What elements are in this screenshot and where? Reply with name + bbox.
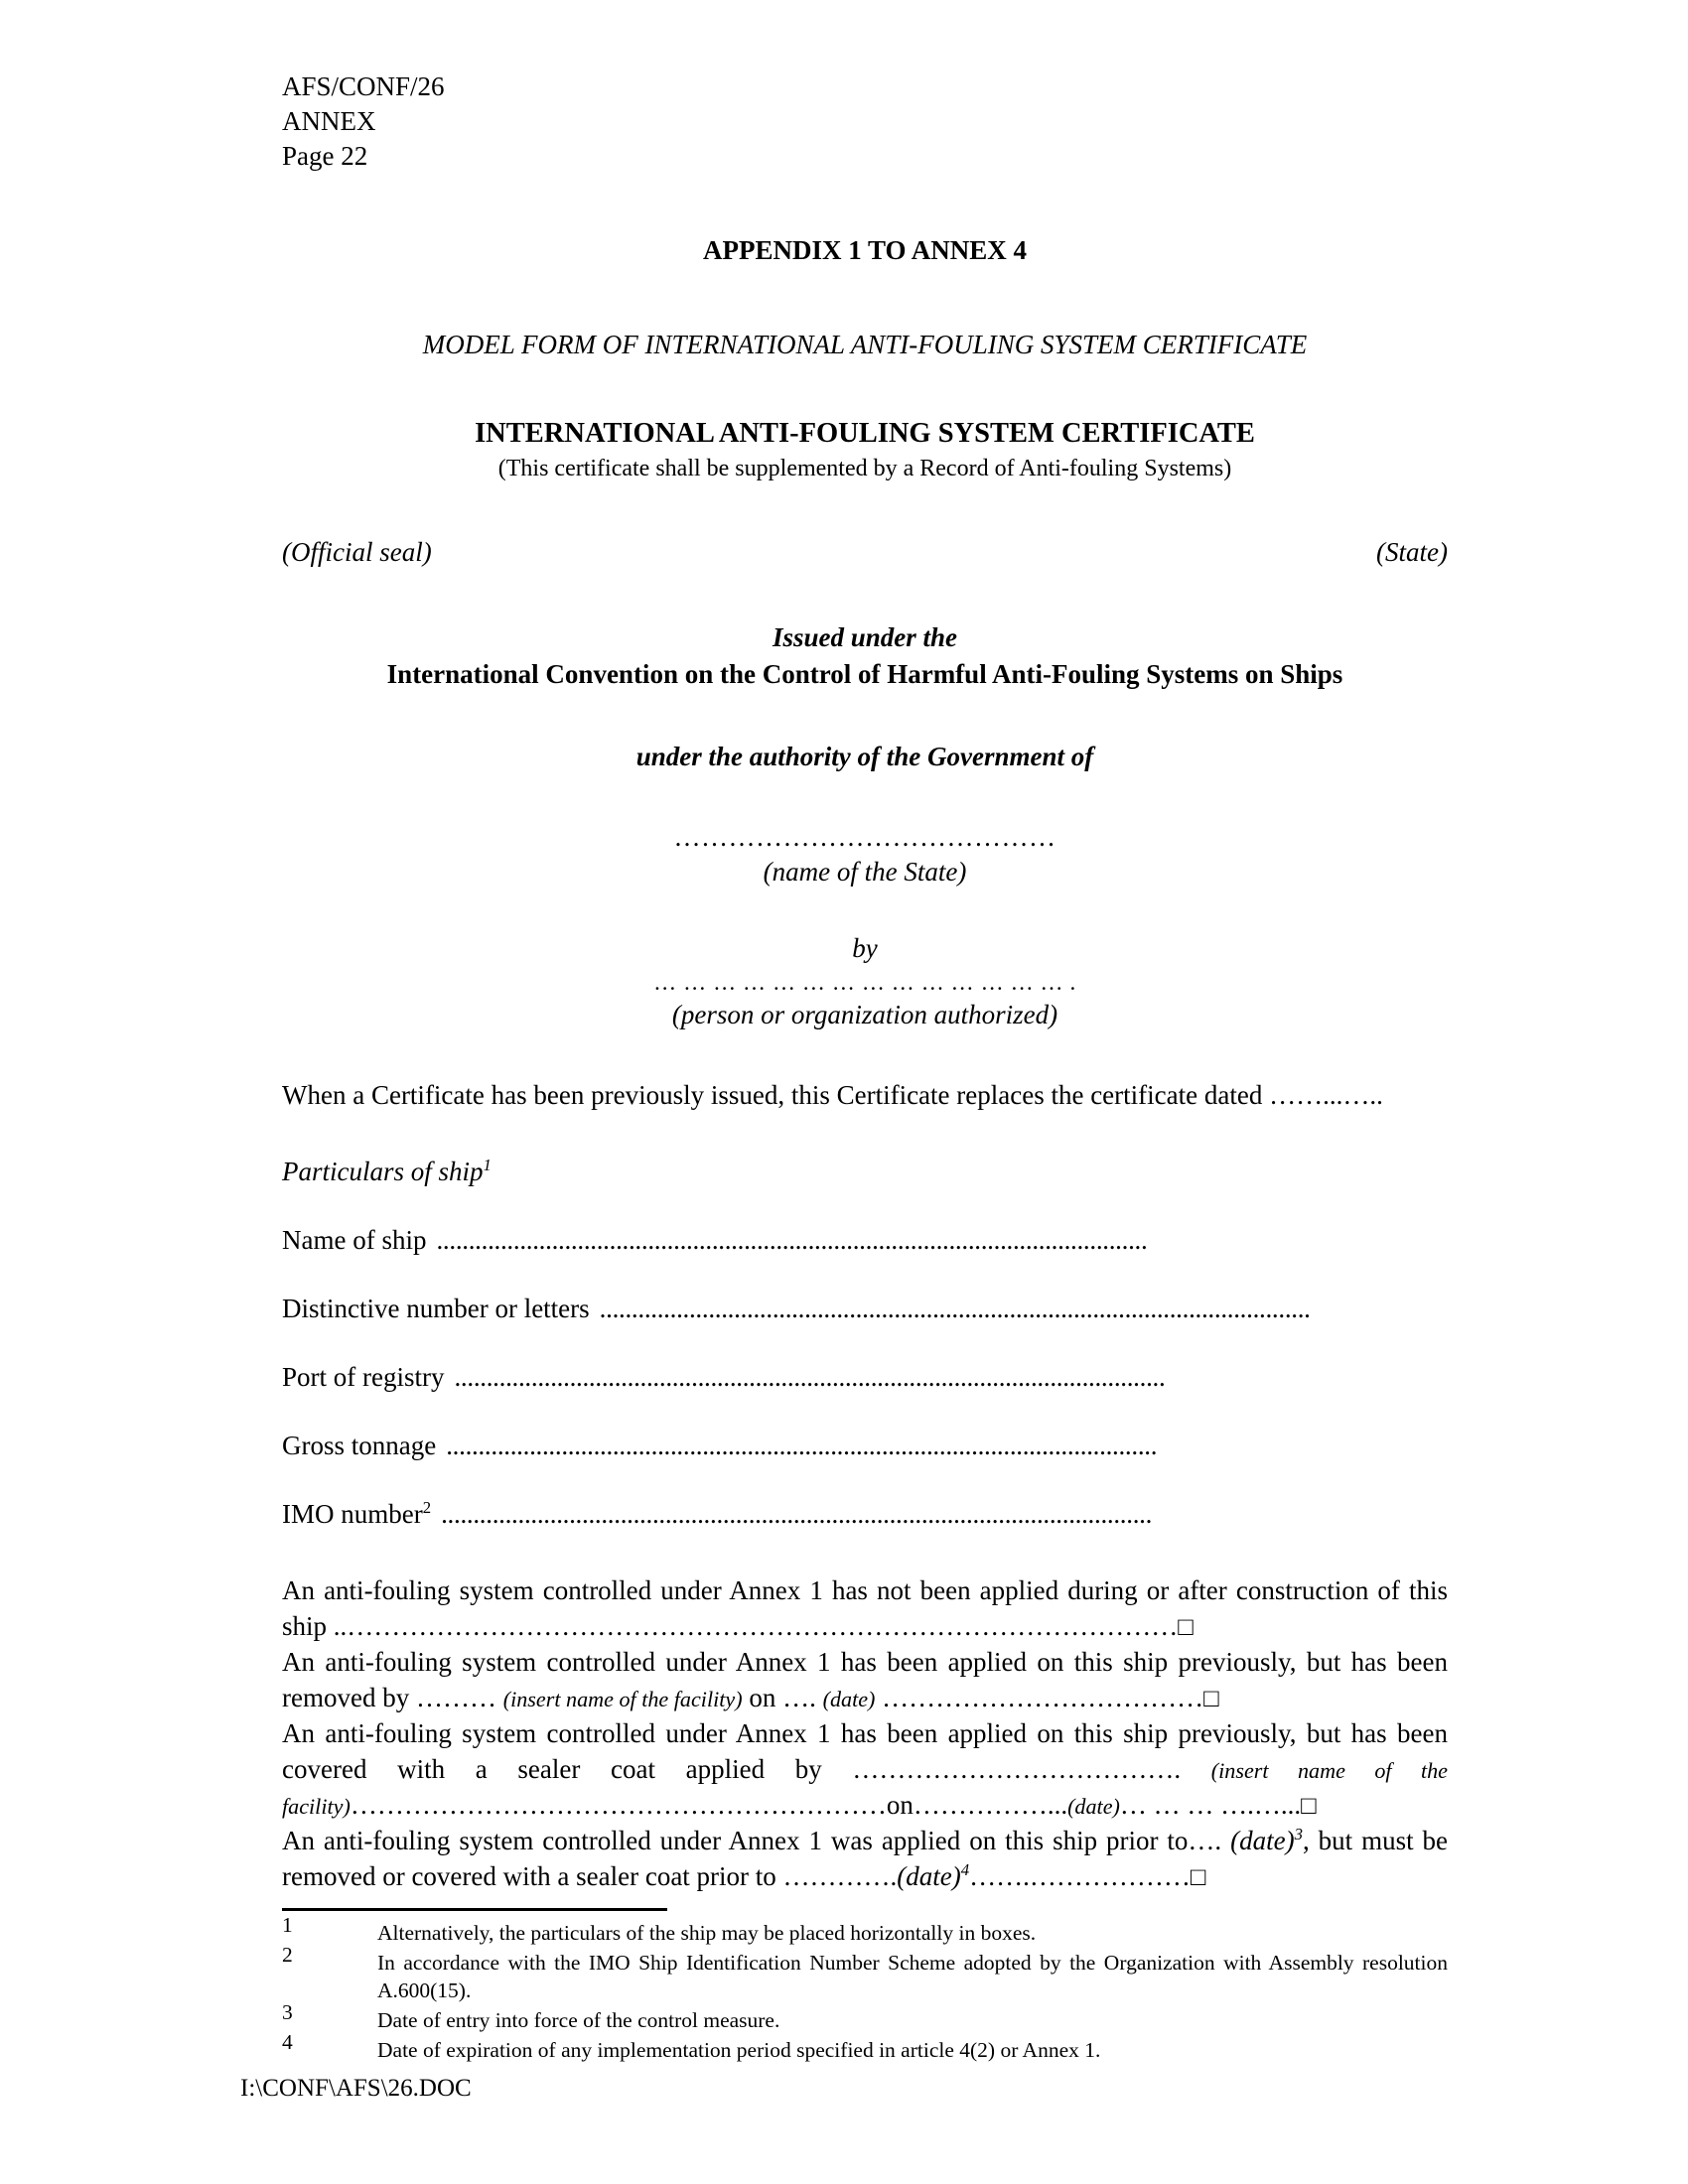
footnote-text: In accordance with the IMO Ship Identification Number Scheme adopted by the Organization with Assembly resolution A.600(15). [377, 1951, 1448, 2003]
official-seal-label: (Official seal) [282, 537, 432, 568]
field-name-of-ship[interactable] [282, 1225, 1448, 1256]
declaration-4-date-hint-2: (date) [897, 1860, 961, 1891]
checkbox-icon[interactable]: □ [1190, 1861, 1206, 1891]
annex-label: ANNEX [282, 106, 376, 137]
declaration-2-text-b: on …. [742, 1683, 823, 1712]
state-label: (State) [1376, 537, 1448, 568]
footnote-item [282, 2029, 1448, 2065]
checkbox-icon[interactable]: □ [1203, 1684, 1219, 1712]
declaration-1 [282, 1573, 1448, 1645]
state-name-field [282, 822, 1448, 887]
authorized-person-field [282, 970, 1448, 1030]
field-label: Distinctive number or letters [282, 1294, 590, 1324]
imo-footnote-ref: 2 [422, 1499, 432, 1518]
authorized-person-caption: (person or organization authorized) [671, 1000, 1058, 1030]
field-label: Gross tonnage [282, 1431, 437, 1461]
page-body [240, 69, 1448, 1894]
field-label: Port of registry [282, 1362, 445, 1393]
declaration-2 [282, 1645, 1448, 1716]
footnote-number: 4 [282, 2029, 293, 2054]
footnote-text: Date of entry into force of the control measure. [377, 2008, 780, 2033]
by-word: by [852, 933, 878, 964]
field-port-of-registry[interactable] [282, 1362, 1448, 1393]
footnote-text: Date of expiration of any implementation period specified in article 4(2) or Annex 1. [377, 2038, 1101, 2063]
declaration-4-footnote-ref-3: 3 [1294, 1824, 1303, 1843]
particulars-heading [282, 1157, 1448, 1187]
authority-line: under the authority of the Government of [635, 742, 1094, 772]
footnote-number: 2 [282, 1943, 293, 1968]
checkbox-icon[interactable]: □ [1178, 1612, 1194, 1642]
declaration-3-facility-hint: (insert name of the facility) [282, 1757, 1448, 1819]
state-name-caption: (name of the State) [763, 857, 967, 887]
declaration-4-text-a: An anti-fouling system controlled under Annex 1 was applied on this ship prior to…. [282, 1825, 1231, 1855]
footnote-number: 1 [282, 1913, 293, 1938]
checkbox-icon[interactable]: □ [1301, 1790, 1317, 1820]
doc-number: AFS/CONF/26 [282, 71, 445, 101]
state-name-dots[interactable]: …………………………………… [673, 822, 1056, 853]
footnote-item [282, 1943, 1448, 2005]
footnote-separator-rule [282, 1908, 667, 1911]
replacement-note: When a Certificate has been previously issued, this Certificate replaces the certificate dated ……...….. [282, 1080, 1383, 1111]
footnote-item [282, 1999, 1448, 2035]
field-dotted-line[interactable]: ............................................................................................................... [446, 1431, 1158, 1461]
footnote-number: 3 [282, 1999, 293, 2024]
declaration-4-text-c: …….……………… [969, 1860, 1191, 1891]
declarations-block [282, 1573, 1448, 1894]
document-file-path: I:\CONF\AFS\26.DOC [240, 2075, 472, 2102]
declaration-2-text-c: ……………………………… [875, 1683, 1204, 1712]
declaration-1-text: An anti-fouling system controlled under Annex 1 has not been applied during or after construction of this ship ..………………………………………………………………………………… [282, 1575, 1448, 1642]
authorized-person-dots[interactable]: … … … … … … … … … … … … … … . [653, 970, 1076, 996]
field-label-text: IMO number [282, 1499, 423, 1530]
declaration-2-date-hint: (date) [822, 1687, 876, 1711]
footnote-list [282, 1913, 1448, 2065]
field-label [282, 1499, 431, 1530]
page-number: Page 22 [282, 141, 368, 172]
model-form-subtitle: MODEL FORM OF INTERNATIONAL ANTI-FOULING SYSTEM CERTIFICATE [422, 330, 1308, 360]
particulars-footnote-ref: 1 [483, 1156, 492, 1175]
declaration-2-facility-hint: (insert name of the facility) [502, 1687, 743, 1711]
seal-state-row [282, 537, 1448, 568]
footnote-text: Alternatively, the particulars of the ship may be placed horizontally in boxes. [377, 1921, 1037, 1946]
field-imo-number[interactable] [282, 1499, 1448, 1530]
declaration-3 [282, 1716, 1448, 1824]
particulars-heading-text: Particulars of ship [282, 1157, 484, 1187]
declaration-4-text-b: , but must be removed or covered with a sealer coat prior to …………. [282, 1825, 1448, 1891]
field-dotted-line[interactable]: ............................................................................................................... [599, 1294, 1311, 1324]
declaration-4-date-hint-1: (date) [1230, 1825, 1295, 1855]
declaration-3-date-hint: (date) [1067, 1793, 1120, 1819]
convention-line: International Convention on the Control of Harmful Anti-Fouling Systems on Ships [386, 659, 1343, 690]
footnotes-inner [240, 1908, 1448, 2103]
footnote-item [282, 1913, 1448, 1948]
field-dotted-line[interactable]: ............................................................................................................... [454, 1362, 1166, 1393]
appendix-title: APPENDIX 1 TO ANNEX 4 [702, 235, 1028, 266]
field-dotted-line[interactable]: ............................................................................................................... [441, 1499, 1153, 1530]
certificate-subtitle: (This certificate shall be supplemented by a Record of Anti-fouling Systems) [497, 456, 1232, 482]
declaration-3-text-a: An anti-fouling system controlled under Annex 1 has been applied on this ship previously, but has been covered with a sealer coat applied by ………………………………. [282, 1717, 1448, 1784]
declaration-3-text-b: ……………………………………………………on……………... [350, 1789, 1068, 1820]
declaration-4-footnote-ref-4: 4 [960, 1859, 970, 1879]
declaration-2-text-a: An anti-fouling system controlled under Annex 1 has been applied on this ship previously, but has been removed by ……… [282, 1647, 1448, 1712]
field-label: Name of ship [282, 1225, 427, 1256]
document-header [282, 69, 1448, 174]
issued-under-line: Issued under the [772, 622, 958, 653]
field-dotted-line[interactable]: ............................................................................................................... [436, 1225, 1148, 1256]
field-gross-tonnage[interactable] [282, 1431, 1448, 1461]
declaration-3-text-c: … … … ….…... [1119, 1789, 1302, 1820]
field-distinctive-number[interactable] [282, 1294, 1448, 1324]
footnotes-section [0, 1908, 1688, 2103]
declaration-4 [282, 1824, 1448, 1895]
certificate-title: INTERNATIONAL ANTI-FOULING SYSTEM CERTIFICATE [475, 418, 1255, 450]
